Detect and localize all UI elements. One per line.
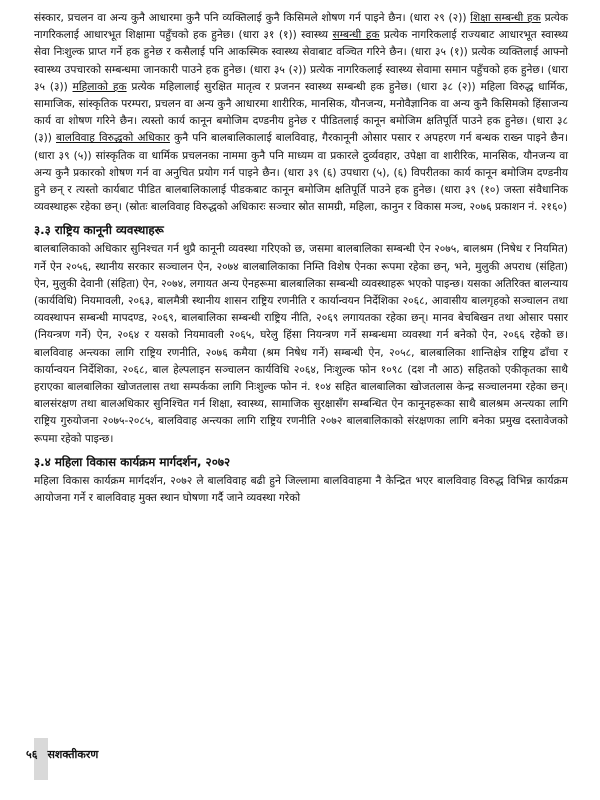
constitutional-provisions-paragraph: [34, 10, 568, 216]
women-development-guideline-paragraph: महिला विकास कार्यक्रम मार्गदर्शन, २०७२ ले बालविवाह बढी हुने जिल्लामा बालविवाहमा नै केन्द्रित भएर बालविवाह विरुद्ध विभिन्न कार्यक्रम आयोजना गर्ने र बालविवाह मुक्त स्थान घोषणा गर्दै जाने व्यवस्था गरेको: [34, 474, 568, 505]
text-run: संस्कार, प्रचलन वा अन्य कुनै आधारमा कुनै पनि व्यक्तिलाई कुनै किसिमले शोषण गर्न पाइने छैन। (धारा २९ (२)): [34, 12, 471, 24]
footer-section-title: सशक्तीकरण: [47, 748, 99, 761]
page-footer: [0, 738, 600, 780]
text-run: प्रत्येक नागरिकलाई आधारभूत शिक्षामा पहुँचको हक हुनेछ। (धारा ३१ (१)) स्वास्थ्य: [34, 12, 569, 42]
underlined-heading-education-right: शिक्षा सम्बन्धी हक: [470, 12, 541, 24]
text-run: प्रत्येक महिलालाई सुरक्षित मातृत्व र प्रजनन स्वास्थ्य सम्बन्धी हक हुनेछ। (धारा ३८ (२)) महिला विरुद्ध धार्मिक, सामाजिक, सांस्कृतिक परम्परा, प्रचलन वा अन्य कुनै आधारमा शारीरिक, मानसिक, यौनजन्य, मनोवैज्ञानिक वा अन्य कुनै किसिमको हिंसाजन्य कार्य वा शोषण गरिने छैन। त्यस्तो कार्य कानून बमोजिम दण्डनीय हुनेछ र पीडितलाई कानून बमोजिम क्षतिपूर्ति पाउने हक हुनेछ। (धारा ३८ (३)): [34, 80, 568, 145]
national-legal-provisions-paragraph: बालबालिकाको अधिकार सुनिश्चत गर्न थुप्रै कानूनी व्यवस्था गरिएको छ, जसमा बालबालिका सम्बन्धी ऐन २०७५, बालश्रम (निषेध र नियमित) गर्ने ऐन २०५६, स्थानीय सरकार सञ्चालन ऐन, २०७४ बालबालिकाका निम्ति विशेष ऐनका रूपमा रहेका छन्, भने, मुलुकी अपराध (संहिता) ऐन, मुलुकी देवानी (संहिता) ऐन, २०७४, लगायत अन्य ऐनहरूमा बालबालिका सम्बन्धी व्यवस्थाहरू भएको पाइन्छ। यसका अतिरिक्त बालन्याय (कार्यविधि) नियमावली, २०६३, बालमैत्री स्थानीय शासन राष्ट्रिय रणनीति र कार्यान्वयन निर्देशिका २०६८, आवासीय बालगृहको सञ्चालन तथा व्यवस्थापन सम्बन्धी मापदण्ड, २०६९, बालबालिका सम्बन्धी राष्ट्रिय नीति, २०६९ लगायतका रहेका छन्। मानव बेचबिखन तथा ओसार पसार (नियन्त्रण गर्ने) ऐन, २०६४ र यसको नियमावली २०६५, घरेलु हिंसा नियन्त्रण गर्ने सम्बन्धमा व्यवस्था गर्न बनेको ऐन, २०६६ रहेको छ। बालविवाह अन्त्यका लागि राष्ट्रिय रणनीति, २०७६ कमैया (श्रम निषेध गर्ने) सम्बन्धी ऐन, २०५८, बालबालिका शान्तिक्षेत्र राष्ट्रिय ढाँचा र कार्यान्वयन निर्देशिका, २०६८, बाल हेल्पलाइन सञ्चालन कार्यविधि २०६४, निःशुल्क फोन १०९८ (दश नौ आठ) सहितको एकीकृतका साथै हराएका बालबालिका खोजतलास तथा सम्पर्कका लागि निःशुल्क फोन नं. १०४ सहित बालबालिका खोजतलास केन्द्र सञ्चालनमा रहेका छन्। बालसंरक्षण तथा बालअधिकार सुनिश्चित गर्न शिक्षा, स्वास्थ्य, सामाजिक सुरक्षासँग सम्बन्धित ऐन कानूनहरूका साथै बालश्रम अन्त्यका लागि राष्ट्रिय गुरुयोजना २०७५-२०८५, बालविवाह अन्त्यका लागि राष्ट्रिय रणनीति २०७२ बालबालिकाको संरक्षणका लागि बनेका प्रमुख दस्तावेजको रूपमा रहेको पाइन्छ।: [34, 243, 568, 445]
text-run: कुनै पनि बालबालिकालाई बालविवाह, गैरकानूनी ओसार पसार र अपहरण गर्न बन्धक राख्न पाइने छैन। (धारा ३९ (५)) सांस्कृतिक वा धार्मिक प्रचलनका नाममा कुनै पनि माध्यम वा प्रकारले दुर्व्यवहार, उपेक्षा वा शारीरिक, मानसिक, यौनजन्य वा अन्य कुनै प्रकारको शोषण गर्न वा अनुचित प्रयोग गर्न पाइने छैन। (धारा ३९ (६) उपधारा (५), (६) विपरीतका कार्य कानून बमोजिम दण्डनीय हुने छन् र त्यस्तो कार्यबाट पीडित बालबालिकालाई पीडकबाट कानून बमोजिम क्षतिपूर्ति पाउने हक हुनेछ। (धारा ३९ (१०) जस्ता संवैधानिक व्यवस्थाहरू रहेका छन्। (स्रोतः बालविवाह विरुद्धको अधिकारः सञ्चार स्रोत सामग्री, महिला, कानुन र विकास मञ्च, २०७६ प्रकाशन नं. २१६०): [34, 132, 568, 214]
underlined-heading-women-right: महिलाको हक: [72, 80, 127, 93]
text-run: प्रत्येक नागरिकलाई राज्यबाट आधारभूत स्वास्थ्य सेवा निःशुल्क प्राप्त गर्ने हक हुनेछ र कसैलाई पनि आकस्मिक स्वास्थ्य सेवाबाट वञ्चित गरिने छैन। (धारा ३५ (१)) प्रत्येक व्यक्तिलाई आफ्नो स्वास्थ्य उपचारको सम्बन्धमा जानकारी पाउने हक हुनेछ। (धारा ३५ (२)) प्रत्येक नागरिकलाई स्वास्थ्य सेवामा समान पहुँचको हक हुनेछ। (धारा ३५ (३)): [34, 29, 568, 93]
footer-text: [26, 747, 108, 762]
underlined-heading-health-right: सम्बन्धी हक: [332, 29, 380, 42]
underlined-heading-child-marriage-right: बालविवाह विरुद्धको अधिकार: [56, 132, 170, 145]
page-content: [34, 10, 568, 513]
section-heading-national-legal-provisions: ३.३ राष्ट्रिय कानूनी व्यवस्थाहरू: [34, 223, 164, 238]
page-number: ५६: [26, 748, 38, 761]
section-heading-women-development-guideline: ३.४ महिला विकास कार्यक्रम मार्गदर्शन, २०७२: [34, 454, 231, 469]
